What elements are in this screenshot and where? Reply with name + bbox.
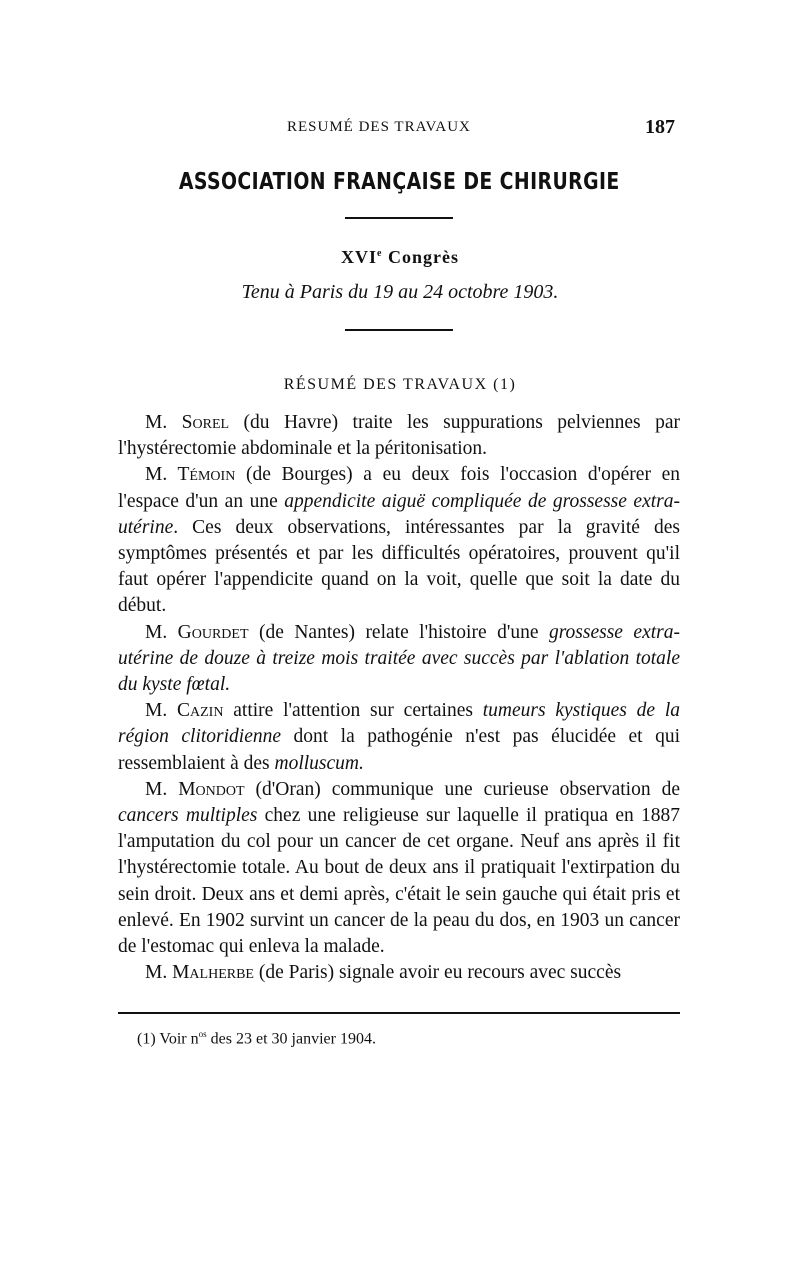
paragraph-malherbe [118, 960, 680, 986]
footnote-prefix: (1) Voir n [137, 1030, 199, 1048]
italic-phrase: tumeurs kystiques de la région clitoridienne [118, 700, 681, 748]
congress-dates: Tenu à Paris du 19 au 24 octobre 1903. [241, 281, 559, 303]
paragraph-cazin [118, 698, 680, 777]
italic-phrase: cancers multiples [118, 805, 258, 827]
paragraph-text: dont la pathogénie n'est pas élucidée et qui ressemblaient à des [118, 726, 680, 774]
italic-phrase: molluscum. [274, 752, 364, 774]
congress-suffix: e [377, 248, 383, 259]
running-head-title: RESUMÉ DES TRAVAUX [287, 119, 471, 135]
footnote-superscript: os [198, 1029, 207, 1039]
italic-phrase: appendicite aiguë compliquée de grossesse extra-utérine [118, 490, 680, 538]
running-head [0, 116, 800, 140]
page-number: 187 [645, 116, 675, 138]
footnote-rest: des 23 et 30 janvier 1904. [206, 1030, 376, 1048]
paragraph-sorel [118, 410, 680, 462]
paragraph-text: chez une religieuse sur laquelle il pratiqua en 1887 l'amputation du col pour un cancer de cet organe. Neuf ans après il fit l'hystérectomie totale. Au bout de deux ans il pratiquait l'extirpation du sein droit. Deux ans et demi après, c'était le sein gauche qui était pris et enlevé. En 1902 survint un cancer de la peau du dos, en 1903 un cancer de l'estomac qui enleva la malade. [118, 805, 680, 958]
footnote [137, 1029, 677, 1048]
congress-heading [0, 247, 800, 268]
association-title: ASSOCIATION FRANÇAISE DE CHIRURGIE [178, 169, 620, 195]
paragraph-mondot [118, 777, 680, 960]
paragraph-temoin [118, 462, 680, 619]
paragraph-gourdet [118, 620, 680, 699]
title-rule [345, 217, 453, 219]
paragraph-text: (d'Oran) communique une curieuse observation de [244, 778, 680, 800]
author-name: M. Malherbe [145, 962, 254, 984]
paragraph-text: (de Bourges) a eu deux fois l'occasion d'opérer en l'espace d'un an une [118, 464, 681, 512]
paragraph-text: . Ces deux observations, intéressantes par la gravité des symptômes présentés et par les difficultés opératoires, prouvent qu'il faut opérer l'appendicite quand on la voit, quelle que soit la date du début. [118, 516, 680, 617]
paragraph-text: (de Nantes) relate l'histoire d'une [248, 621, 549, 643]
footnote-rule [118, 1012, 680, 1014]
paragraph-text: (du Havre) traite les suppurations pelviennes par l'hystérectomie abdominale et la péritonisation. [118, 412, 680, 460]
congress-numeral: XVI [341, 247, 378, 267]
section-title: RÉSUMÉ DES TRAVAUX (1) [283, 376, 517, 393]
congress-word: Congrès [387, 247, 459, 267]
paragraph-text: attire l'attention sur certaines [223, 700, 483, 722]
author-name: M. Gourdet [145, 621, 249, 643]
author-name: M. Cazin [145, 700, 224, 722]
author-name: M. Témoin [145, 464, 236, 486]
section-rule [345, 329, 453, 331]
author-name: M. Mondot [145, 778, 245, 800]
body-text [118, 410, 680, 986]
author-name: M. Sorel [145, 412, 230, 433]
paragraph-text: (de Paris) signale avoir eu recours avec succès [253, 962, 622, 984]
italic-phrase: grossesse extra-utérine de douze à treize mois traitée avec succès par l'ablation totale du kyste fœtal. [118, 621, 680, 696]
